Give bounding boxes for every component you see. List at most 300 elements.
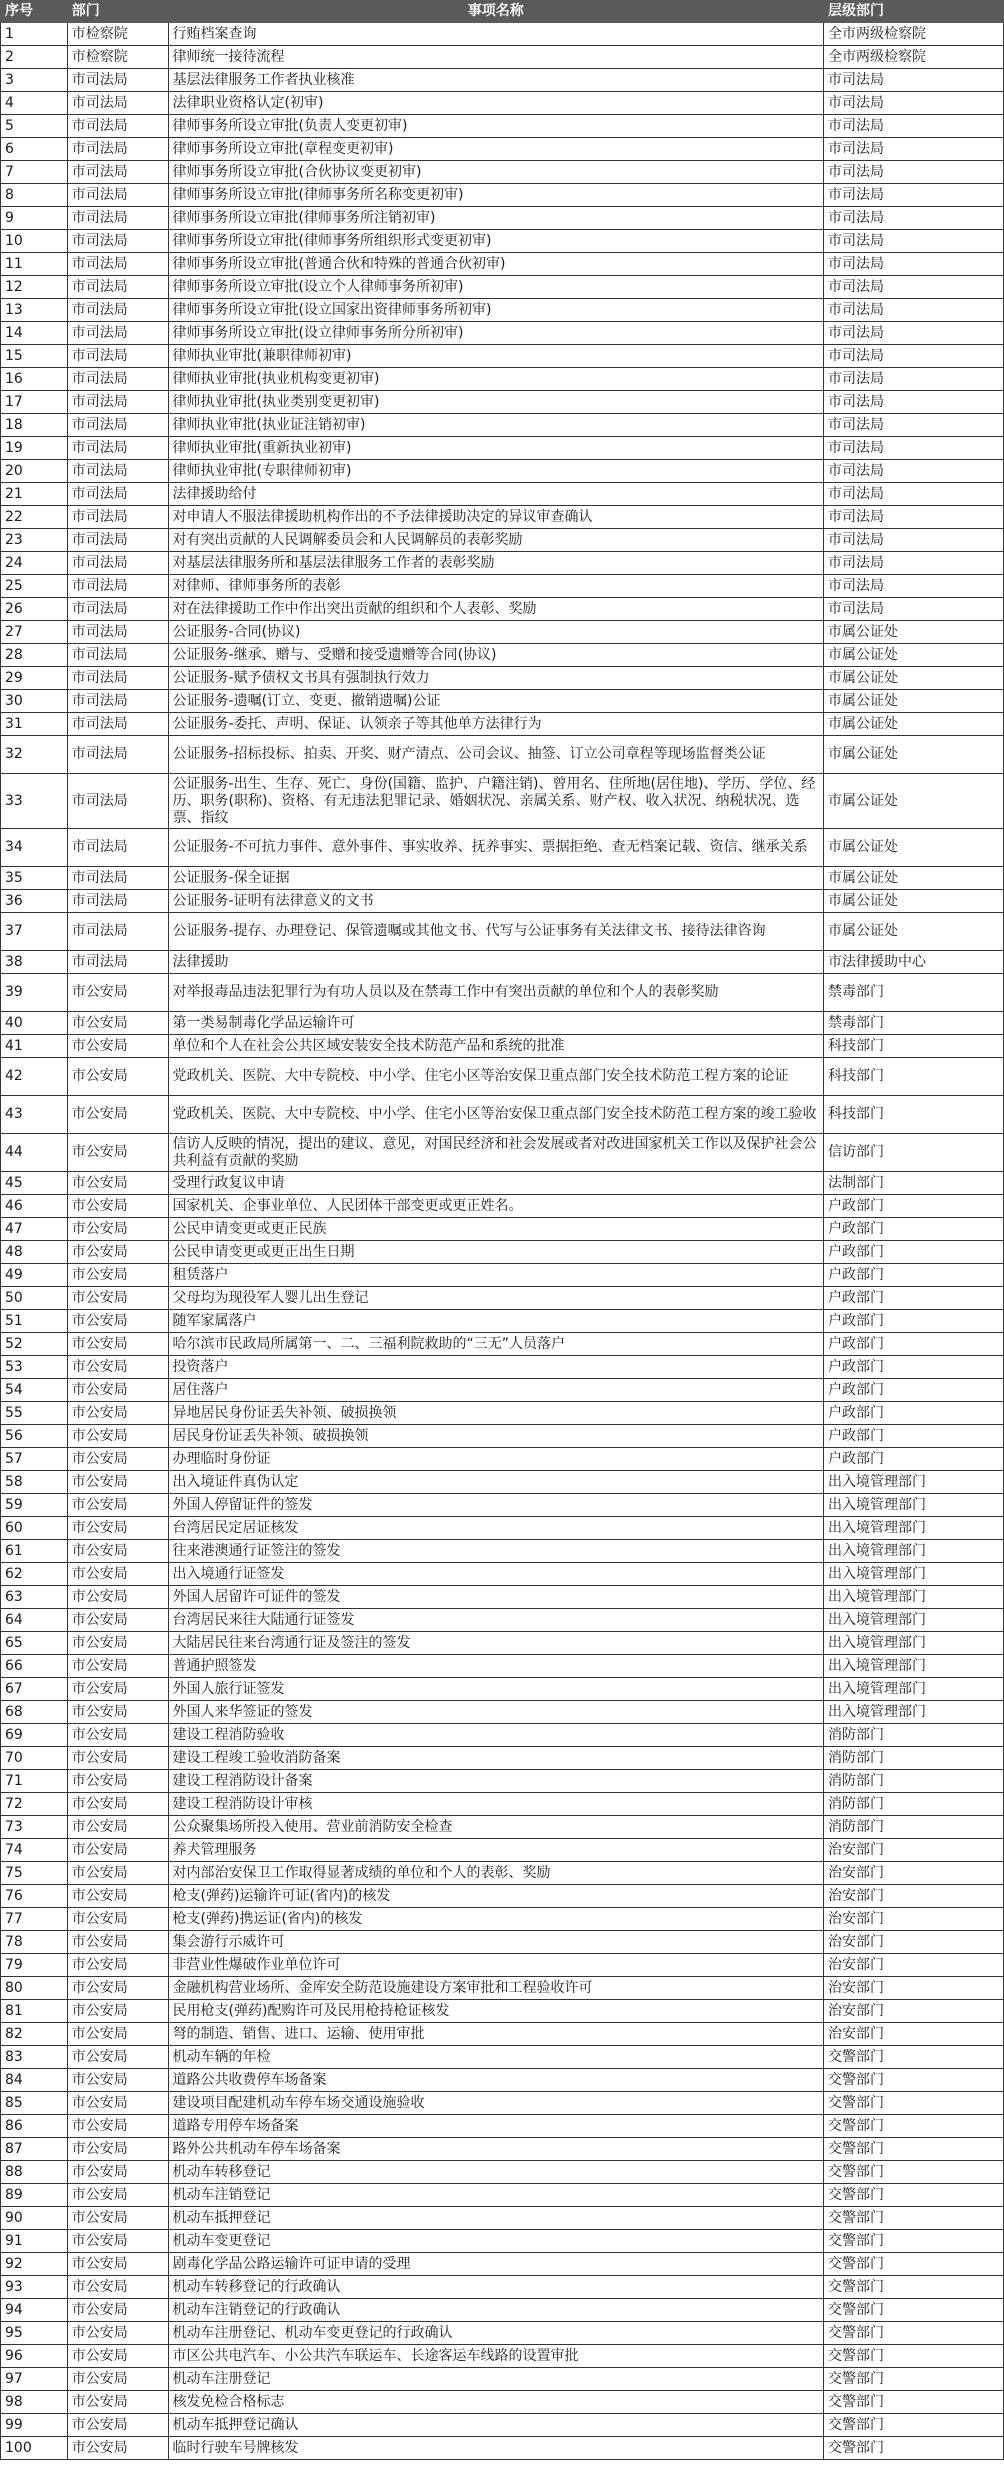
table-row — [1, 1747, 1004, 1770]
cell-level-department: 市司法局 — [823, 161, 1003, 184]
cell-item-name: 对在法律援助工作中作出突出贡献的组织和个人表彰、奖励 — [168, 598, 823, 621]
table-row — [1, 253, 1004, 276]
cell-level-department: 市属公证处 — [823, 690, 1003, 713]
cell-item-name: 道路专用停车场备案 — [168, 2115, 823, 2138]
table-row — [1, 299, 1004, 322]
table-row — [1, 1356, 1004, 1379]
cell-index: 98 — [1, 2391, 68, 2414]
cell-level-department: 交警部门 — [823, 2322, 1003, 2345]
cell-index: 82 — [1, 2023, 68, 2046]
cell-item-name: 律师事务所设立审批(律师事务所组织形式变更初审) — [168, 230, 823, 253]
cell-department: 市司法局 — [67, 890, 168, 913]
cell-level-department: 消防部门 — [823, 1724, 1003, 1747]
cell-department: 市检察院 — [67, 46, 168, 69]
table-row — [1, 951, 1004, 974]
cell-level-department: 出入境管理部门 — [823, 1517, 1003, 1540]
cell-index: 3 — [1, 69, 68, 92]
cell-index: 6 — [1, 138, 68, 161]
cell-department: 市公安局 — [67, 2345, 168, 2368]
cell-item-name: 出入境通行证签发 — [168, 1563, 823, 1586]
table-row — [1, 1172, 1004, 1195]
cell-department: 市公安局 — [67, 1402, 168, 1425]
cell-item-name: 大陆居民往来台湾通行证及签注的签发 — [168, 1632, 823, 1655]
cell-department: 市公安局 — [67, 2046, 168, 2069]
cell-level-department: 交警部门 — [823, 2184, 1003, 2207]
cell-item-name: 律师统一接待流程 — [168, 46, 823, 69]
cell-index: 55 — [1, 1402, 68, 1425]
table-row — [1, 867, 1004, 890]
cell-item-name: 出入境证件真伪认定 — [168, 1471, 823, 1494]
table-row — [1, 2345, 1004, 2368]
cell-department: 市司法局 — [67, 575, 168, 598]
cell-level-department: 户政部门 — [823, 1425, 1003, 1448]
cell-level-department: 治安部门 — [823, 1977, 1003, 2000]
cell-level-department: 市司法局 — [823, 437, 1003, 460]
cell-index: 38 — [1, 951, 68, 974]
cell-item-name: 投资落户 — [168, 1356, 823, 1379]
cell-item-name: 律师执业审批(专职律师初审) — [168, 460, 823, 483]
cell-item-name: 哈尔滨市民政局所属第一、二、三福利院救助的“三无”人员落户 — [168, 1333, 823, 1356]
cell-department: 市司法局 — [67, 483, 168, 506]
cell-department: 市公安局 — [67, 1333, 168, 1356]
cell-item-name: 单位和个人在社会公共区域安装安全技术防范产品和系统的批准 — [168, 1035, 823, 1058]
cell-item-name: 公证服务-不可抗力事件、意外事件、事实收养、抚养事实、票据拒绝、查无档案记载、资信、继承关系 — [168, 829, 823, 867]
cell-item-name: 公证服务-赋予债权文书具有强制执行效力 — [168, 667, 823, 690]
table-row — [1, 974, 1004, 1012]
cell-index: 45 — [1, 1172, 68, 1195]
table-row — [1, 437, 1004, 460]
cell-level-department: 全市两级检察院 — [823, 23, 1003, 46]
cell-level-department: 交警部门 — [823, 2115, 1003, 2138]
cell-level-department: 户政部门 — [823, 1218, 1003, 1241]
table-row — [1, 736, 1004, 774]
cell-index: 81 — [1, 2000, 68, 2023]
cell-item-name: 对内部治安保卫工作取得显著成绩的单位和个人的表彰、奖励 — [168, 1862, 823, 1885]
cell-index: 37 — [1, 913, 68, 951]
cell-department: 市司法局 — [67, 230, 168, 253]
cell-level-department: 市司法局 — [823, 92, 1003, 115]
cell-department: 市公安局 — [67, 1172, 168, 1195]
cell-department: 市公安局 — [67, 1287, 168, 1310]
cell-level-department: 交警部门 — [823, 2299, 1003, 2322]
cell-item-name: 律师事务所设立审批(章程变更初审) — [168, 138, 823, 161]
cell-index: 56 — [1, 1425, 68, 1448]
cell-item-name: 机动车抵押登记 — [168, 2207, 823, 2230]
table-row — [1, 230, 1004, 253]
cell-level-department: 户政部门 — [823, 1264, 1003, 1287]
cell-department: 市司法局 — [67, 913, 168, 951]
cell-department: 市司法局 — [67, 644, 168, 667]
cell-level-department: 治安部门 — [823, 2000, 1003, 2023]
table-row — [1, 2000, 1004, 2023]
cell-level-department: 户政部门 — [823, 1402, 1003, 1425]
header-department: 部门 — [67, 1, 168, 23]
cell-item-name: 市区公共电汽车、小公共汽车联运车、长途客运车线路的设置审批 — [168, 2345, 823, 2368]
cell-item-name: 办理临时身份证 — [168, 1448, 823, 1471]
cell-item-name: 民用枪支(弹药)配购许可及民用枪持枪证核发 — [168, 2000, 823, 2023]
cell-department: 市司法局 — [67, 713, 168, 736]
cell-item-name: 公证服务-提存、办理登记、保管遗嘱或其他文书、代写与公证事务有关法律文书、接待法律咨询 — [168, 913, 823, 951]
cell-level-department: 市司法局 — [823, 575, 1003, 598]
cell-level-department: 禁毒部门 — [823, 1012, 1003, 1035]
cell-level-department: 户政部门 — [823, 1195, 1003, 1218]
cell-department: 市公安局 — [67, 2276, 168, 2299]
cell-department: 市司法局 — [67, 951, 168, 974]
cell-item-name: 机动车注销登记 — [168, 2184, 823, 2207]
cell-index: 73 — [1, 1816, 68, 1839]
cell-item-name: 养犬管理服务 — [168, 1839, 823, 1862]
cell-index: 25 — [1, 575, 68, 598]
cell-department: 市司法局 — [67, 322, 168, 345]
table-row — [1, 644, 1004, 667]
cell-item-name: 对基层法律服务所和基层法律服务工作者的表彰奖励 — [168, 552, 823, 575]
cell-level-department: 治安部门 — [823, 1908, 1003, 1931]
cell-item-name: 党政机关、医院、大中专院校、中小学、住宅小区等治安保卫重点部门安全技术防范工程方案的竣工验收 — [168, 1096, 823, 1134]
cell-level-department: 出入境管理部门 — [823, 1701, 1003, 1724]
cell-item-name: 外国人来华签证的签发 — [168, 1701, 823, 1724]
cell-item-name: 外国人居留许可证件的签发 — [168, 1586, 823, 1609]
table-row — [1, 1816, 1004, 1839]
cell-index: 14 — [1, 322, 68, 345]
cell-level-department: 市属公证处 — [823, 890, 1003, 913]
cell-index: 8 — [1, 184, 68, 207]
cell-index: 27 — [1, 621, 68, 644]
cell-department: 市公安局 — [67, 1655, 168, 1678]
cell-department: 市司法局 — [67, 774, 168, 829]
table-row — [1, 460, 1004, 483]
cell-index: 96 — [1, 2345, 68, 2368]
table-row — [1, 161, 1004, 184]
cell-level-department: 市司法局 — [823, 598, 1003, 621]
table-row — [1, 713, 1004, 736]
cell-index: 49 — [1, 1264, 68, 1287]
cell-index: 23 — [1, 529, 68, 552]
cell-department: 市公安局 — [67, 2368, 168, 2391]
cell-level-department: 市属公证处 — [823, 644, 1003, 667]
cell-level-department: 交警部门 — [823, 2207, 1003, 2230]
cell-item-name: 外国人停留证件的签发 — [168, 1494, 823, 1517]
cell-item-name: 信访人反映的情况，提出的建议、意见，对国民经济和社会发展或者对改进国家机关工作以及保护社会公共利益有贡献的奖励 — [168, 1134, 823, 1172]
cell-level-department: 交警部门 — [823, 2138, 1003, 2161]
cell-department: 市司法局 — [67, 867, 168, 890]
table-row — [1, 322, 1004, 345]
table-row — [1, 1839, 1004, 1862]
cell-index: 72 — [1, 1793, 68, 1816]
cell-level-department: 交警部门 — [823, 2046, 1003, 2069]
cell-department: 市司法局 — [67, 253, 168, 276]
cell-level-department: 市司法局 — [823, 483, 1003, 506]
cell-item-name: 律师执业审批(执业证注销初审) — [168, 414, 823, 437]
cell-index: 21 — [1, 483, 68, 506]
cell-level-department: 出入境管理部门 — [823, 1563, 1003, 1586]
cell-department: 市司法局 — [67, 184, 168, 207]
cell-department: 市司法局 — [67, 69, 168, 92]
cell-level-department: 户政部门 — [823, 1448, 1003, 1471]
cell-item-name: 律师事务所设立审批(负责人变更初审) — [168, 115, 823, 138]
cell-department: 市公安局 — [67, 2023, 168, 2046]
table-row — [1, 1096, 1004, 1134]
cell-level-department: 全市两级检察院 — [823, 46, 1003, 69]
cell-level-department: 法制部门 — [823, 1172, 1003, 1195]
cell-level-department: 市法律援助中心 — [823, 951, 1003, 974]
cell-department: 市公安局 — [67, 1517, 168, 1540]
cell-item-name: 居民身份证丢失补领、破损换领 — [168, 1425, 823, 1448]
cell-department: 市公安局 — [67, 1908, 168, 1931]
cell-department: 市公安局 — [67, 1264, 168, 1287]
table-row — [1, 2391, 1004, 2414]
cell-index: 74 — [1, 1839, 68, 1862]
cell-index: 7 — [1, 161, 68, 184]
cell-index: 69 — [1, 1724, 68, 1747]
cell-item-name: 对举报毒品违法犯罪行为有功人员以及在禁毒工作中有突出贡献的单位和个人的表彰奖励 — [168, 974, 823, 1012]
table-row — [1, 1885, 1004, 1908]
cell-index: 51 — [1, 1310, 68, 1333]
cell-index: 62 — [1, 1563, 68, 1586]
cell-department: 市司法局 — [67, 345, 168, 368]
cell-item-name: 律师事务所设立审批(律师事务所注销初审) — [168, 207, 823, 230]
cell-item-name: 随军家属落户 — [168, 1310, 823, 1333]
cell-level-department: 户政部门 — [823, 1287, 1003, 1310]
cell-department: 市司法局 — [67, 621, 168, 644]
table-row — [1, 1908, 1004, 1931]
cell-index: 33 — [1, 774, 68, 829]
cell-item-name: 建设工程消防设计审核 — [168, 1793, 823, 1816]
table-row — [1, 552, 1004, 575]
cell-level-department: 户政部门 — [823, 1310, 1003, 1333]
cell-department: 市公安局 — [67, 1012, 168, 1035]
cell-item-name: 律师执业审批(执业机构变更初审) — [168, 368, 823, 391]
cell-item-name: 党政机关、医院、大中专院校、中小学、住宅小区等治安保卫重点部门安全技术防范工程方案的论证 — [168, 1058, 823, 1096]
cell-index: 18 — [1, 414, 68, 437]
cell-index: 42 — [1, 1058, 68, 1096]
cell-department: 市公安局 — [67, 1862, 168, 1885]
cell-department: 市公安局 — [67, 2161, 168, 2184]
table-row — [1, 2414, 1004, 2437]
cell-department: 市司法局 — [67, 414, 168, 437]
cell-level-department: 市属公证处 — [823, 736, 1003, 774]
cell-level-department: 市司法局 — [823, 115, 1003, 138]
cell-item-name: 行贿档案查询 — [168, 23, 823, 46]
table-row — [1, 2299, 1004, 2322]
cell-item-name: 公证服务-招标投标、拍卖、开奖、财产清点、公司会议、抽签、订立公司章程等现场监督类公证 — [168, 736, 823, 774]
cell-level-department: 交警部门 — [823, 2414, 1003, 2437]
cell-department: 市公安局 — [67, 1310, 168, 1333]
table-row — [1, 2023, 1004, 2046]
cell-index: 77 — [1, 1908, 68, 1931]
cell-level-department: 消防部门 — [823, 1747, 1003, 1770]
cell-index: 61 — [1, 1540, 68, 1563]
cell-index: 44 — [1, 1134, 68, 1172]
cell-department: 市公安局 — [67, 1747, 168, 1770]
table-row — [1, 2368, 1004, 2391]
cell-item-name: 公众聚集场所投入使用、营业前消防安全检查 — [168, 1816, 823, 1839]
cell-index: 39 — [1, 974, 68, 1012]
table-row — [1, 2276, 1004, 2299]
cell-department: 市公安局 — [67, 1954, 168, 1977]
table-row — [1, 1931, 1004, 1954]
table-row — [1, 92, 1004, 115]
cell-department: 市司法局 — [67, 690, 168, 713]
table-row — [1, 2161, 1004, 2184]
cell-level-department: 市司法局 — [823, 322, 1003, 345]
cell-item-name: 路外公共机动车停车场备案 — [168, 2138, 823, 2161]
table-row — [1, 1058, 1004, 1096]
cell-level-department: 消防部门 — [823, 1770, 1003, 1793]
cell-department: 市公安局 — [67, 2184, 168, 2207]
table-row — [1, 2092, 1004, 2115]
cell-department: 市公安局 — [67, 1195, 168, 1218]
cell-index: 5 — [1, 115, 68, 138]
table-row — [1, 1241, 1004, 1264]
cell-item-name: 机动车转移登记 — [168, 2161, 823, 2184]
cell-level-department: 出入境管理部门 — [823, 1678, 1003, 1701]
cell-index: 34 — [1, 829, 68, 867]
cell-department: 市公安局 — [67, 1494, 168, 1517]
cell-index: 36 — [1, 890, 68, 913]
cell-item-name: 外国人旅行证签发 — [168, 1678, 823, 1701]
cell-level-department: 市司法局 — [823, 345, 1003, 368]
cell-index: 66 — [1, 1655, 68, 1678]
cell-department: 市公安局 — [67, 1563, 168, 1586]
table-row — [1, 829, 1004, 867]
cell-department: 市司法局 — [67, 552, 168, 575]
cell-level-department: 户政部门 — [823, 1356, 1003, 1379]
cell-index: 10 — [1, 230, 68, 253]
cell-item-name: 律师执业审批(重新执业初审) — [168, 437, 823, 460]
cell-department: 市公安局 — [67, 1379, 168, 1402]
cell-index: 84 — [1, 2069, 68, 2092]
cell-department: 市公安局 — [67, 1586, 168, 1609]
cell-index: 50 — [1, 1287, 68, 1310]
cell-index: 89 — [1, 2184, 68, 2207]
cell-item-name: 异地居民身份证丢失补领、破损换领 — [168, 1402, 823, 1425]
cell-item-name: 普通护照签发 — [168, 1655, 823, 1678]
cell-department: 市公安局 — [67, 1134, 168, 1172]
cell-department: 市司法局 — [67, 598, 168, 621]
cell-item-name: 基层法律服务工作者执业核准 — [168, 69, 823, 92]
cell-item-name: 第一类易制毒化学品运输许可 — [168, 1012, 823, 1035]
cell-level-department: 出入境管理部门 — [823, 1494, 1003, 1517]
cell-level-department: 科技部门 — [823, 1096, 1003, 1134]
table-row — [1, 115, 1004, 138]
cell-item-name: 机动车转移登记的行政确认 — [168, 2276, 823, 2299]
cell-index: 15 — [1, 345, 68, 368]
cell-level-department: 治安部门 — [823, 1885, 1003, 1908]
cell-level-department: 市司法局 — [823, 138, 1003, 161]
table-row — [1, 1586, 1004, 1609]
table-row — [1, 483, 1004, 506]
cell-index: 97 — [1, 2368, 68, 2391]
cell-department: 市公安局 — [67, 1540, 168, 1563]
cell-level-department: 治安部门 — [823, 2023, 1003, 2046]
cell-index: 79 — [1, 1954, 68, 1977]
cell-index: 100 — [1, 2437, 68, 2460]
cell-item-name: 公证服务-合同(协议) — [168, 621, 823, 644]
cell-level-department: 户政部门 — [823, 1333, 1003, 1356]
table-row — [1, 1632, 1004, 1655]
cell-item-name: 公证服务-出生、生存、死亡、身份(国籍、监护、户籍注销)、曾用名、住所地(居住地)、学历、学位、经历、职务(职称)、资格、有无违法犯罪记录、婚姻状况、亲属关系、财产权、收入状况、纳税状况、选票、指纹 — [168, 774, 823, 829]
cell-index: 94 — [1, 2299, 68, 2322]
cell-index: 17 — [1, 391, 68, 414]
cell-department: 市公安局 — [67, 2138, 168, 2161]
cell-level-department: 交警部门 — [823, 2276, 1003, 2299]
table-row — [1, 690, 1004, 713]
cell-level-department: 市属公证处 — [823, 774, 1003, 829]
cell-index: 12 — [1, 276, 68, 299]
cell-index: 47 — [1, 1218, 68, 1241]
cell-index: 67 — [1, 1678, 68, 1701]
cell-item-name: 机动车注册登记、机动车变更登记的行政确认 — [168, 2322, 823, 2345]
cell-department: 市公安局 — [67, 2207, 168, 2230]
cell-department: 市司法局 — [67, 115, 168, 138]
cell-item-name: 国家机关、企事业单位、人民团体干部变更或更正姓名。 — [168, 1195, 823, 1218]
cell-item-name: 律师执业审批(兼职律师初审) — [168, 345, 823, 368]
table-row — [1, 2069, 1004, 2092]
cell-item-name: 枪支(弹药)携运证(省内)的核发 — [168, 1908, 823, 1931]
table-row — [1, 529, 1004, 552]
cell-item-name: 机动车变更登记 — [168, 2230, 823, 2253]
table-row — [1, 69, 1004, 92]
table-row — [1, 774, 1004, 829]
cell-index: 57 — [1, 1448, 68, 1471]
cell-level-department: 市属公证处 — [823, 829, 1003, 867]
cell-item-name: 非营业性爆破作业单位许可 — [168, 1954, 823, 1977]
table-row — [1, 2184, 1004, 2207]
cell-index: 76 — [1, 1885, 68, 1908]
table-row — [1, 1195, 1004, 1218]
cell-item-name: 枪支(弹药)运输许可证(省内)的核发 — [168, 1885, 823, 1908]
cell-index: 86 — [1, 2115, 68, 2138]
cell-item-name: 律师事务所设立审批(设立国家出资律师事务所初审) — [168, 299, 823, 322]
table-row — [1, 506, 1004, 529]
cell-item-name: 对申请人不服法律援助机构作出的不予法律援助决定的异议审查确认 — [168, 506, 823, 529]
cell-department: 市公安局 — [67, 1931, 168, 1954]
cell-item-name: 法律职业资格认定(初审) — [168, 92, 823, 115]
cell-level-department: 科技部门 — [823, 1058, 1003, 1096]
cell-item-name: 建设项目配建机动车停车场交通设施验收 — [168, 2092, 823, 2115]
cell-index: 93 — [1, 2276, 68, 2299]
cell-item-name: 机动车注册登记 — [168, 2368, 823, 2391]
cell-department: 市公安局 — [67, 2069, 168, 2092]
table-row — [1, 46, 1004, 69]
cell-index: 59 — [1, 1494, 68, 1517]
cell-item-name: 台湾居民定居证核发 — [168, 1517, 823, 1540]
cell-item-name: 居住落户 — [168, 1379, 823, 1402]
cell-item-name: 律师执业审批(执业类别变更初审) — [168, 391, 823, 414]
cell-index: 63 — [1, 1586, 68, 1609]
cell-index: 2 — [1, 46, 68, 69]
table-row — [1, 345, 1004, 368]
cell-department: 市司法局 — [67, 299, 168, 322]
cell-index: 19 — [1, 437, 68, 460]
cell-item-name: 剧毒化学品公路运输许可证申请的受理 — [168, 2253, 823, 2276]
table-row — [1, 1793, 1004, 1816]
cell-index: 85 — [1, 2092, 68, 2115]
cell-level-department: 市司法局 — [823, 253, 1003, 276]
cell-level-department: 市司法局 — [823, 276, 1003, 299]
cell-department: 市公安局 — [67, 1058, 168, 1096]
cell-department: 市公安局 — [67, 1471, 168, 1494]
cell-level-department: 治安部门 — [823, 1931, 1003, 1954]
cell-index: 99 — [1, 2414, 68, 2437]
table-row — [1, 1724, 1004, 1747]
table-row — [1, 1012, 1004, 1035]
cell-item-name: 道路公共收费停车场备案 — [168, 2069, 823, 2092]
table-row — [1, 23, 1004, 46]
cell-department: 市公安局 — [67, 2092, 168, 2115]
header-index: 序号 — [1, 1, 68, 23]
table-row — [1, 1977, 1004, 2000]
